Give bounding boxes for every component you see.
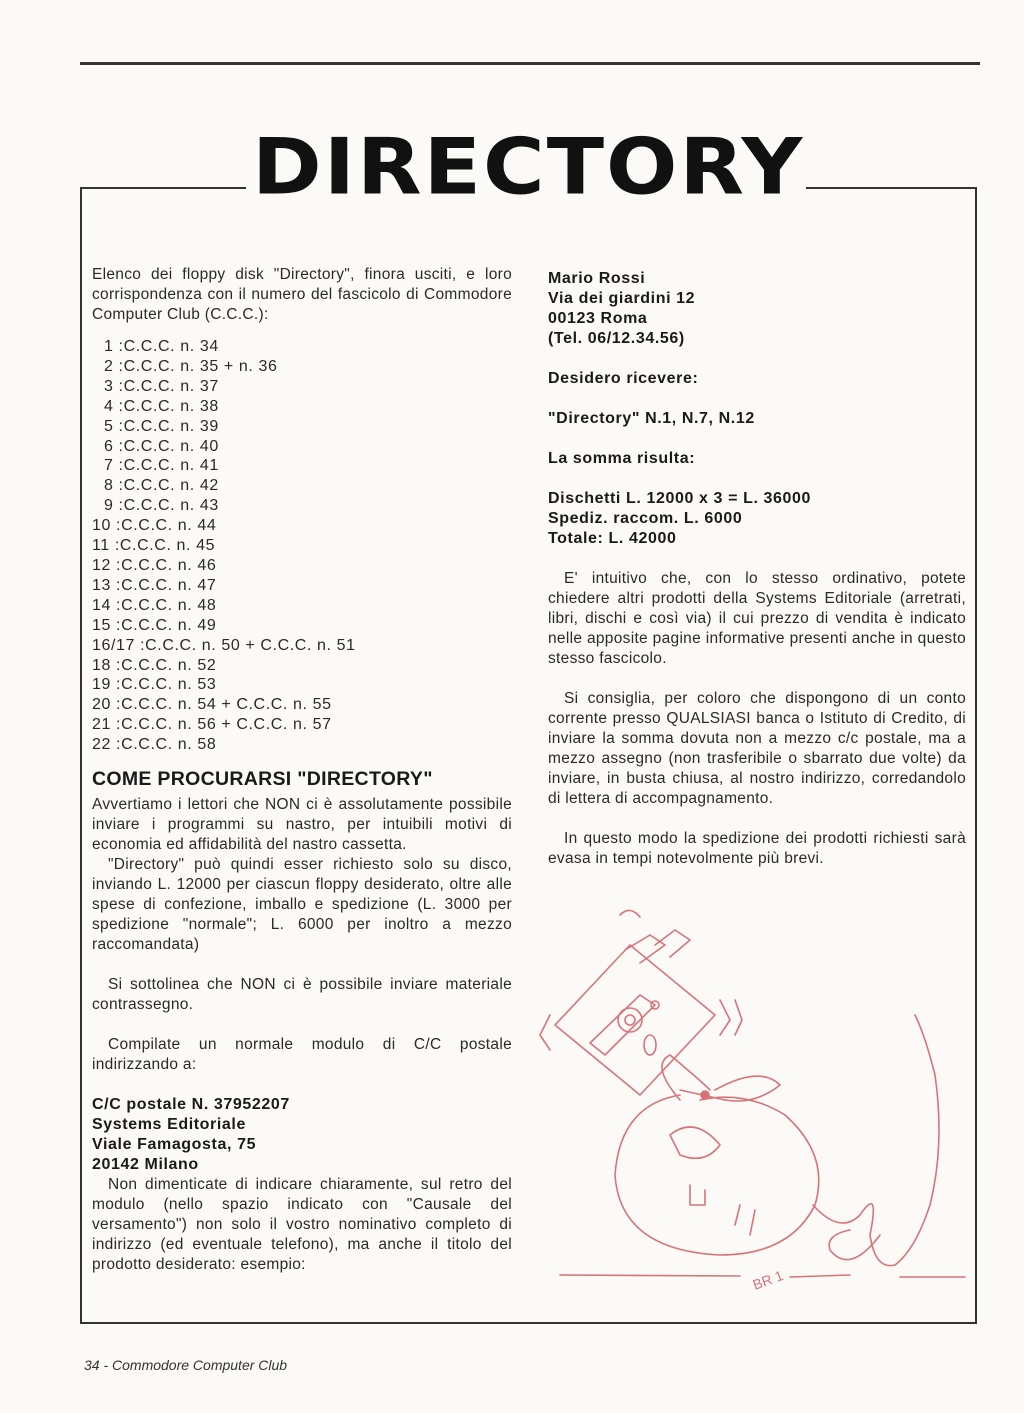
left-column	[92, 265, 512, 1275]
issue-number: 8	[104, 477, 114, 495]
somma-label: La somma risulta:	[548, 450, 696, 467]
address-line: 20142 Milano	[92, 1156, 199, 1174]
sender-line: Via dei giardini 12	[548, 290, 696, 307]
issue-list-item	[92, 596, 512, 616]
issue-number: 15	[92, 616, 111, 634]
issue-number: 6	[104, 437, 114, 455]
issue-list-item	[92, 496, 512, 516]
issue-number: 14	[92, 596, 111, 614]
ordered-items: "Directory" N.1, N.7, N.12	[548, 410, 755, 427]
issue-list-item	[92, 377, 512, 397]
issue-reference: :C.C.C. n. 52	[116, 656, 217, 674]
issue-number: 2	[104, 357, 114, 375]
issue-reference: :C.C.C. n. 39	[118, 417, 219, 435]
issue-reference: :C.C.C. n. 45	[114, 537, 216, 555]
issue-reference: :C.C.C. n. 56 + C.C.C. n. 57	[116, 716, 332, 734]
issue-reference: :C.C.C. n. 54 + C.C.C. n. 55	[116, 696, 332, 714]
artist-signature: BR 1	[750, 1267, 786, 1293]
issue-number: 1	[104, 338, 114, 355]
issue-reference: :C.C.C. n. 58	[116, 736, 217, 754]
issue-reference: :C.C.C. n. 37	[118, 377, 219, 395]
issue-number: 21	[92, 716, 111, 734]
issue-reference: :C.C.C. n. 48	[116, 596, 217, 614]
sender-line: (Tel. 06/12.34.56)	[548, 330, 685, 347]
issue-number: 18	[92, 656, 111, 674]
issue-number: 5	[104, 417, 114, 435]
issue-number: 4	[104, 397, 114, 415]
calc-line: Totale: L. 42000	[548, 530, 677, 547]
floppy-mascot-illustration	[530, 905, 970, 1300]
howto-p4: Compilate un normale modulo di C/C postale indirizzando a:	[92, 1036, 512, 1074]
issue-reference: :C.C.C. n. 38	[118, 397, 219, 415]
issue-reference: :C.C.C. n. 43	[118, 497, 219, 515]
howto-heading: COME PROCURARSI "DIRECTORY"	[92, 768, 433, 791]
issue-reference: :C.C.C. n. 41	[118, 457, 219, 475]
address-line: Systems Editoriale	[92, 1116, 246, 1134]
issue-number: 11	[92, 537, 110, 555]
notes-p2: Si consiglia, per coloro che dispongono di un conto corrente presso QUALSIASI banca o Istituto di Credito, di inviare la somma dovuta non a mezzo c/c postale, ma a mezzo assegno (non trasferibile o sbarrato due volte) da inviare, in busta chiusa, al nostro indirizzo, corredandolo di lettera di accompagnamento.	[548, 690, 966, 807]
issue-reference: :C.C.C. n. 46	[116, 556, 217, 574]
issue-list-item	[92, 735, 512, 755]
issue-reference: :C.C.C. n. 49	[116, 616, 217, 634]
cost-calculation	[548, 489, 966, 549]
issue-reference: :C.C.C. n. 34	[118, 338, 219, 355]
calc-line: Dischetti L. 12000 x 3 = L. 36000	[548, 490, 812, 507]
issue-number: 12	[92, 556, 111, 574]
right-column	[548, 269, 966, 869]
issue-number: 20	[92, 696, 111, 714]
address-line: C/C postale N. 37952207	[92, 1096, 290, 1114]
page-footer: 34 - Commodore Computer Club	[84, 1357, 288, 1373]
issue-number: 10	[92, 517, 111, 535]
issue-list-item	[92, 616, 512, 636]
top-rule	[80, 62, 980, 65]
issue-list-item	[92, 715, 512, 735]
issue-list-item	[92, 357, 512, 377]
issue-number: 22	[92, 736, 111, 754]
page-title: DIRECTORY	[252, 121, 805, 212]
issue-reference: :C.C.C. n. 50 + C.C.C. n. 51	[140, 636, 356, 654]
desidero-label: Desidero ricevere:	[548, 370, 699, 387]
intro-text: Elenco dei floppy disk "Directory", finora usciti, e loro corrispondenza con il numero del fascicolo di Commodore Computer Club (C.C.C.):	[92, 266, 512, 323]
issue-list-item	[92, 636, 512, 656]
issue-reference: :C.C.C. n. 40	[118, 437, 219, 455]
issue-number: 3	[104, 377, 114, 395]
issue-number: 16/17	[92, 636, 136, 654]
issue-list-item	[92, 337, 512, 357]
postal-address	[92, 1095, 512, 1175]
issue-reference: :C.C.C. n. 44	[116, 517, 217, 535]
issue-list-item	[92, 516, 512, 536]
issue-list-item	[92, 456, 512, 476]
issue-list-item	[92, 437, 512, 457]
issue-list-item	[92, 476, 512, 496]
issue-list-item	[92, 576, 512, 596]
notes-p3: In questo modo la spedizione dei prodotti richiesti sarà evasa in tempi notevolmente più brevi.	[548, 830, 966, 867]
issue-reference: :C.C.C. n. 35 + n. 36	[118, 357, 278, 375]
issue-number: 9	[104, 497, 114, 515]
notes-p1: E' intuitivo che, con lo stesso ordinativo, potete chiedere altri prodotti della Systems Editoriale (arretrati, libri, dischi e così via) il cui prezzo di vendita è indicato nelle apposite pagine informative presenti anche in questo stesso fascicolo.	[548, 570, 966, 667]
issue-list-item	[92, 556, 512, 576]
issue-list-item	[92, 397, 512, 417]
issue-number: 19	[92, 676, 111, 694]
issue-reference: :C.C.C. n. 47	[116, 576, 217, 594]
issue-list	[92, 337, 512, 755]
howto-p1: Avvertiamo i lettori che NON ci è assolutamente possibile inviare i programmi su nastro, per intuibili motivi di economia ed affidabilità del nastro cassetta.	[92, 796, 512, 854]
issue-reference: :C.C.C. n. 53	[116, 676, 217, 694]
issue-list-item	[92, 656, 512, 676]
sender-line: Mario Rossi	[548, 270, 646, 287]
sender-line: 00123 Roma	[548, 310, 648, 327]
howto-p3: Si sottolinea che NON ci è possibile inviare materiale contrassegno.	[92, 976, 512, 1014]
issue-number: 7	[104, 457, 114, 475]
issue-number: 13	[92, 576, 111, 594]
issue-reference: :C.C.C. n. 42	[118, 477, 219, 495]
issue-list-item	[92, 536, 512, 556]
example-sender	[548, 269, 966, 349]
howto-p2: "Directory" può quindi esser richiesto solo su disco, inviando L. 12000 per ciascun floppy desiderato, oltre alle spese di confezione, imballo e spedizione (L. 3000 per spedizione "normale"; L. 6000 per inoltro a mezzo raccomandata)	[92, 856, 512, 954]
howto-p5: Non dimenticate di indicare chiaramente, sul retro del modulo (nello spazio indicato con "Causale del versamento") non solo il vostro nominativo completo di indirizzo (ed eventuale telefono), ma anche il titolo del prodotto desiderato: esempio:	[92, 1176, 512, 1274]
address-line: Viale Famagosta, 75	[92, 1136, 257, 1154]
issue-list-item	[92, 695, 512, 715]
calc-line: Spediz. raccom. L. 6000	[548, 510, 743, 527]
issue-list-item	[92, 417, 512, 437]
issue-list-item	[92, 675, 512, 695]
